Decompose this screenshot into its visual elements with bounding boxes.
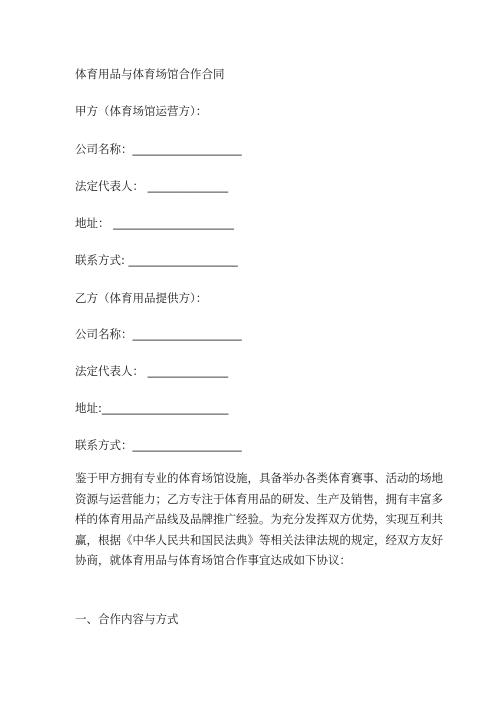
contract-title: 体育用品与体育场馆合作合同 xyxy=(75,67,225,81)
party-b-address-field: 地址:______________________ xyxy=(75,401,229,415)
party-a-company-field: 公司名称：___________________ xyxy=(75,142,242,156)
preamble-line: 赢，根据《中华人民共和国民法典》等相关法律法规的规定，经双方友好 xyxy=(75,532,443,547)
party-a-contact-field: 联系方式: ___________________ xyxy=(75,253,238,267)
party-a-address-field: 地址： _____________________ xyxy=(75,216,234,230)
preamble-line: 资源与运营能力；乙方专注于体育用品的研发、生产及销售，拥有丰富多 xyxy=(75,491,443,506)
party-b-heading: 乙方（体育用品提供方）： xyxy=(75,291,208,305)
party-a-heading: 甲方（体育场馆运营方）： xyxy=(75,104,208,118)
party-b-contact-field: 联系方式：___________________ xyxy=(75,438,242,452)
party-b-legal-rep-field: 法定代表人： ______________ xyxy=(75,364,229,378)
preamble-line: 鉴于甲方拥有专业的体育场馆设施，具备举办各类体育赛事、活动的场地 xyxy=(75,471,443,485)
party-b-company-field: 公司名称：___________________ xyxy=(75,327,242,341)
section-1-heading: 一、合作内容与方式 xyxy=(75,612,179,626)
preamble-paragraph xyxy=(75,468,443,571)
preamble-line: 样的体育用品产品线及品牌推广经验。为充分发挥双方优势，实现互利共 xyxy=(75,512,443,526)
preamble-line: 协商，就体育用品与体育场馆合作事宜达成如下协议： xyxy=(75,553,351,567)
party-a-legal-rep-field: 法定代表人： ______________ xyxy=(75,179,229,193)
